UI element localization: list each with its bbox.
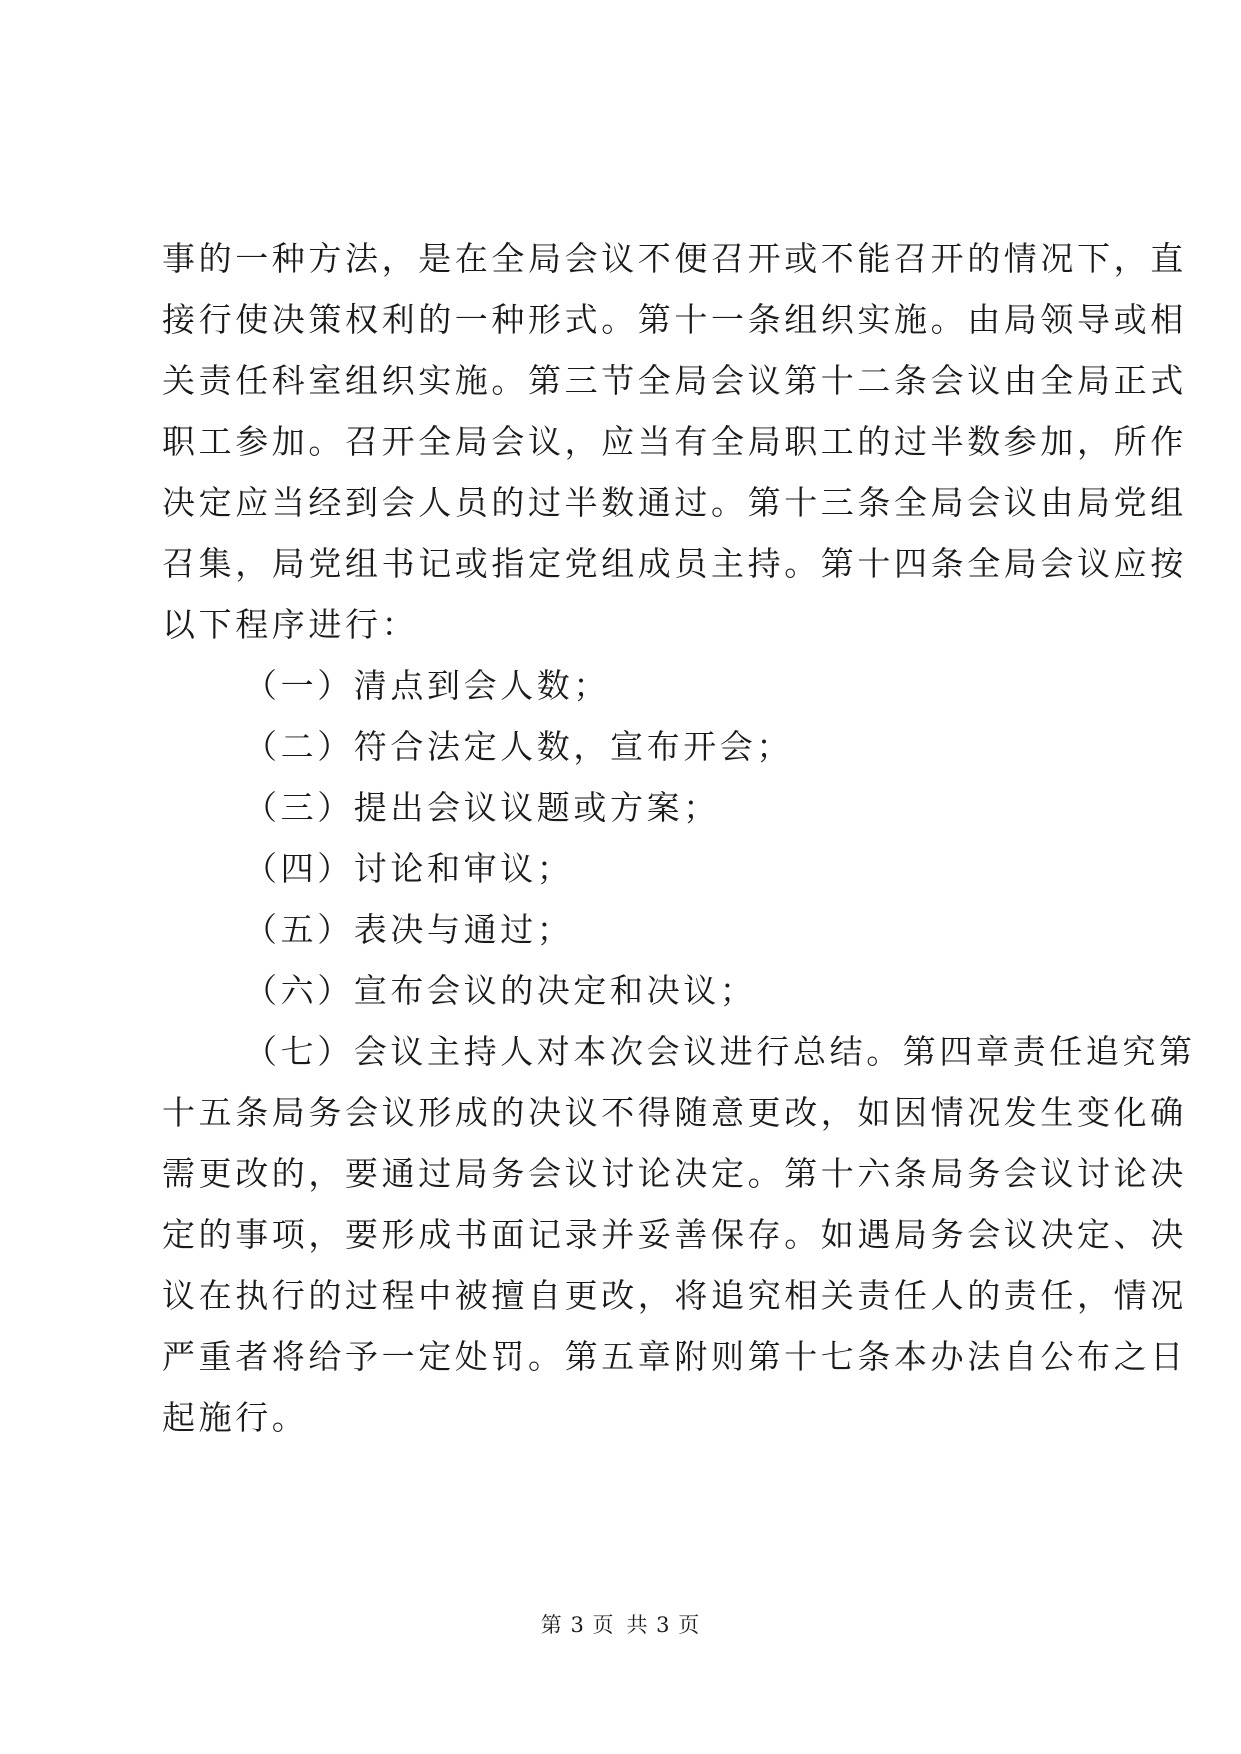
closing-line: 起施行。 (162, 1398, 309, 1437)
document-body (162, 228, 1196, 1448)
closing-line: 十五条局务会议形成的决议不得随意更改，如因情况发生变化确 (162, 1093, 1187, 1132)
body-line: 召集，局党组书记或指定党组成员主持。第十四条全局会议应按 (162, 544, 1187, 583)
closing-line: 严重者将给予一定处罚。第五章附则第十七条本办法自公布之日 (162, 1337, 1187, 1376)
page-number: 第 3 页 (540, 1613, 615, 1637)
procedure-item: （一）清点到会人数； (244, 666, 610, 705)
body-line: 职工参加。召开全局会议，应当有全局职工的过半数参加，所作 (162, 422, 1187, 461)
procedure-item: （三）提出会议议题或方案； (244, 788, 720, 827)
body-line: 接行使决策权利的一种形式。第十一条组织实施。由局领导或相 (162, 300, 1187, 339)
procedure-item: （二）符合法定人数，宣布开会； (244, 727, 793, 766)
closing-line: 需更改的，要通过局务会议讨论决定。第十六条局务会议讨论决 (162, 1154, 1187, 1193)
page-total: 共 3 页 (626, 1613, 701, 1637)
closing-line: （七）会议主持人对本次会议进行总结。第四章责任追究第 (244, 1032, 1196, 1071)
body-line: 以下程序进行： (162, 605, 419, 644)
procedure-item: （六）宣布会议的决定和决议； (244, 971, 757, 1010)
page-footer (0, 1610, 1241, 1640)
closing-line: 定的事项，要形成书面记录并妥善保存。如遇局务会议决定、决 (162, 1215, 1187, 1254)
closing-line: 议在执行的过程中被擅自更改，将追究相关责任人的责任，情况 (162, 1276, 1187, 1315)
body-line: 关责任科室组织实施。第三节全局会议第十二条会议由全局正式 (162, 361, 1187, 400)
procedure-item: （四）讨论和审议； (244, 849, 574, 888)
procedure-item: （五）表决与通过； (244, 910, 574, 949)
body-line: 事的一种方法，是在全局会议不便召开或不能召开的情况下，直 (162, 239, 1187, 278)
body-line: 决定应当经到会人员的过半数通过。第十三条全局会议由局党组 (162, 483, 1187, 522)
